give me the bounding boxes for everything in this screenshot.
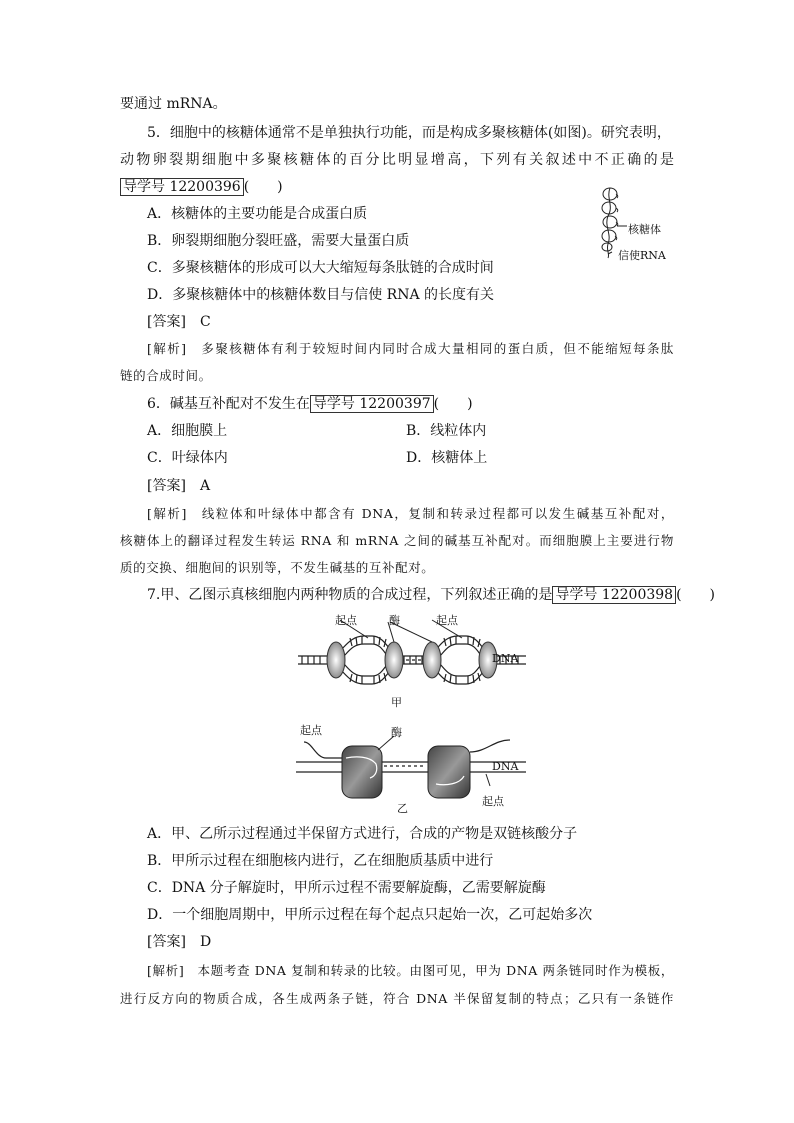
q5-option-c: C．多聚核糖体的形成可以大大缩短每条肽链的合成时间 (147, 260, 494, 276)
yi-origin-right: 起点 (482, 795, 504, 808)
q6-code[interactable]: 导学号 12200397 (310, 395, 434, 413)
q7-analysis-line1: [解析] 本题考查 DNA 复制和转录的比较。由图可见，甲为 DNA 两条链同时作为模板， (147, 963, 674, 978)
jia-caption: 甲 (391, 696, 402, 709)
q5-stem-line1: 5．细胞中的核糖体通常不是单独执行功能，而是构成多聚核糖体(如图)。研究表明， (147, 125, 671, 141)
yi-caption: 乙 (397, 802, 408, 815)
q7-answer: [答案] D (147, 934, 212, 950)
q6-analysis-line1: [解析] 线粒体和叶绿体中都含有 DNA，复制和转录过程都可以发生碱基互补配对， (147, 506, 674, 521)
q7-analysis-line2: 进行反方向的物质合成，各生成两条子链，符合 DNA 半保留复制的特点；乙只有一条链作 (120, 991, 674, 1006)
answer-tag: [答案] (147, 314, 186, 330)
q5-paren: ( ) (243, 179, 283, 195)
intro-line: 要通过 mRNA。 (120, 96, 227, 112)
jia-origin-2: 起点 (436, 614, 458, 627)
q6-answer: [答案] A (147, 478, 211, 494)
q6-option-c: C．叶绿体内 (147, 450, 228, 466)
q7-option-b: B．甲所示过程在细胞核内进行，乙在细胞质基质中进行 (147, 853, 494, 869)
q7-option-a: A．甲、乙所示过程通过半保留方式进行，合成的产物是双链核酸分子 (147, 826, 578, 842)
q5-option-b: B．卵裂期细胞分裂旺盛，需要大量蛋白质 (147, 233, 410, 249)
q6-option-b: B．线粒体内 (406, 423, 487, 439)
q7-option-d: D．一个细胞周期中，甲所示过程在每个起点只起始一次，乙可起始多次 (147, 907, 593, 923)
q6-analysis-line3: 质的交换、细胞间的识别等，不发生碱基的互补配对。 (120, 560, 435, 575)
q7-code[interactable]: 导学号 12200398 (552, 586, 676, 604)
q5-code-line (120, 178, 283, 196)
q5-option-a: A．核糖体的主要功能是合成蛋白质 (147, 206, 368, 222)
q5-code[interactable]: 导学号 12200396 (120, 178, 244, 196)
q5-answer (147, 313, 211, 331)
yi-enzyme: 酶 (391, 726, 402, 739)
q5-analysis-line2: 链的合成时间。 (120, 368, 212, 383)
q6-stem: 6．碱基互补配对不发生在 导学号 12200397 ( ) (147, 396, 473, 412)
q6-option-d: D．核糖体上 (406, 450, 488, 466)
figure-label-ribosome: 核糖体 (628, 223, 661, 236)
jia-dna: DNA (492, 652, 519, 665)
yi-origin-left: 起点 (300, 724, 322, 737)
q7-option-c: C．DNA 分子解旋时，甲所示过程不需要解旋酶，乙需要解旋酶 (147, 880, 546, 896)
figure-label-mrna: 信使RNA (618, 249, 666, 262)
yi-dna: DNA (492, 760, 519, 773)
jia-enzyme: 酶 (389, 614, 400, 627)
jia-origin-1: 起点 (335, 614, 357, 627)
q5-analysis-line1: [解析] 多聚核糖体有利于较短时间内同时合成大量相同的蛋白质，但不能缩短每条肽 (147, 341, 674, 356)
answer-value: C (199, 314, 211, 330)
q7-stem: 7.甲、乙图示真核细胞内两种物质的合成过程，下列叙述正确的是 导学号 12200398 ( ) (147, 587, 716, 603)
q6-analysis-line2: 核糖体上的翻译过程发生转运 RNA 和 mRNA 之间的碱基互补配对。而细胞膜上主要进行物 (120, 533, 674, 548)
q5-option-d: D．多聚核糖体中的核糖体数目与信使 RNA 的长度有关 (147, 287, 495, 303)
q5-stem-line2: 动物卵裂期细胞中多聚核糖体的百分比明显增高，下列有关叙述中不正确的是 (120, 152, 674, 168)
q6-option-a: A．细胞膜上 (147, 423, 228, 439)
